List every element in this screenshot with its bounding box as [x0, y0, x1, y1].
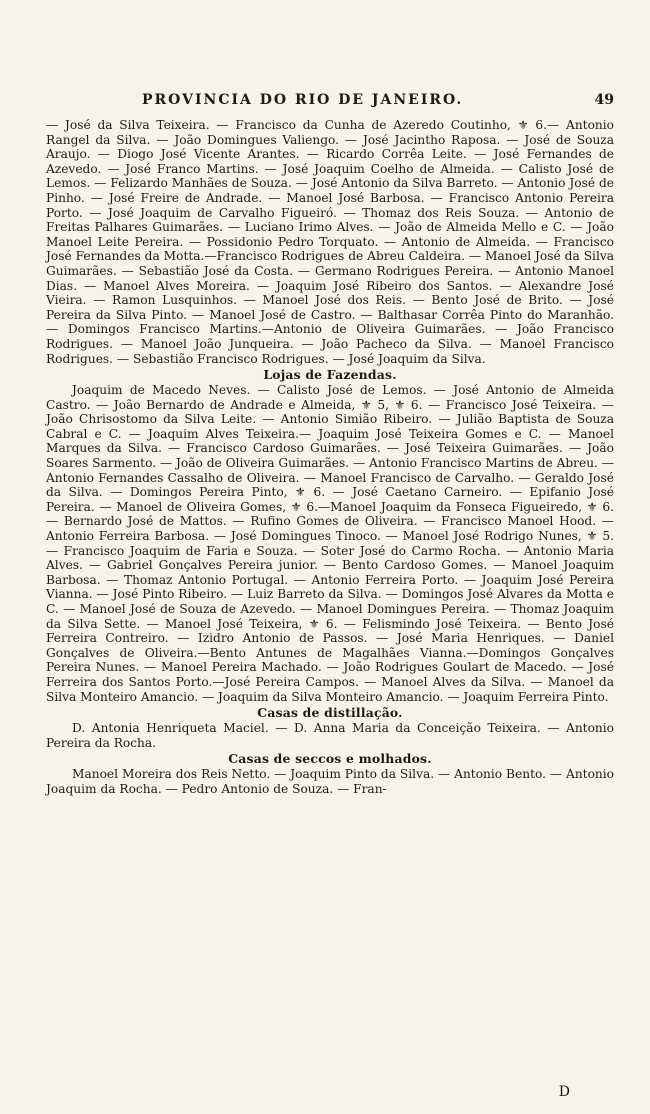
signature-mark: D — [558, 1084, 570, 1100]
paragraph-casas-distillacao: D. Antonia Henriqueta Maciel. — D. Anna Maria da Conceição Teixeira. — Antonio Pereira da Rocha. — [46, 721, 614, 750]
section-heading-casas-distillacao: Casas de distillação. — [257, 705, 403, 721]
page-header — [46, 92, 614, 112]
page-body — [46, 118, 614, 797]
section-heading-seccos-molhados: Casas de seccos e molhados. — [228, 751, 432, 767]
paragraph-lojas-fazendas: Joaquim de Macedo Neves. — Calisto José de Lemos. — José Antonio de Almeida Castro. — João Bernardo de Andrade e Almeida, ⚜ 5, ⚜ 6. — Francisco José Teixeira. — João Chrisostomo da Silva Leite. — Antonio Simião Ribeiro. — Julião Baptista de Souza Cabral e C. — Joaquim Alves Teixeira.— Joaquim José Teixeira Gomes e C. — Manoel Marques da Silva. — Francisco Cardoso Guimarães. — José Teixeira Guimarães. — João Soares Sarmento. — João de Oliveira Guimarães. — Antonio Francisco Martins de Abreu. — Antonio Fernandes Cassalho de Oliveira. — Manoel Francisco de Carvalho. — Geraldo José da Silva. — Domingos Pereira Pinto, ⚜ 6. — José Caetano Carneiro. — Epifanio José Pereira. — Manoel de Oliveira Gomes, ⚜ 6.—Manoel Joaquim da Fonseca Figueiredo, ⚜ 6. — Bernardo José de Mattos. — Rufino Gomes de Oliveira. — Francisco Manoel Hood. — Antonio Ferreira Barbosa. — José Domingues Tinoco. — Manoel José Rodrigo Nunes, ⚜ 5. — Francisco Joaquim de Faria e Souza. — Soter José do Carmo Rocha. — Antonio Maria Alves. — Gabriel Gonçalves Pereira junior. — Bento Cardoso Gomes. — Manoel Joaquim Barbosa. — Thomaz Antonio Portugal. — Antonio Ferreira Porto. — Joaquim José Pereira Vianna. — José Pinto Ribeiro. — Luiz Barreto da Silva. — Domingos José Alvares da Motta e C. — Manoel José de Souza de Azevedo. — Manoel Domingues Pereira. — Thomaz Joaquim da Silva Sette. — Manoel José Teixeira, ⚜ 6. — Felismindo José Teixeira. — Bento José Ferreira Contreiro. — Izidro Antonio de Passos. — José Maria Henriques. — Daniel Gonçalves de Oliveira.—Bento Antunes de Magalhães Vianna.—Domingos Gonçalves Pereira Nunes. — Manoel Pereira Machado. — João Rodrigues Goulart de Macedo. — José Ferreira dos Santos Porto.—José Pereira Campos. — Manoel Alves da Silva. — Manoel da Silva Monteiro Amancio. — Joaquim da Silva Monteiro Amancio. — Joaquim Ferreira Pinto. — [46, 383, 614, 704]
section-heading-lojas-fazendas: Lojas de Fazendas. — [263, 367, 397, 383]
page-number: 49 — [594, 92, 614, 108]
page-title: PROVINCIA DO RIO DE JANEIRO. — [142, 92, 464, 108]
paragraph-names-continued: — José da Silva Teixeira. — Francisco da Cunha de Azeredo Coutinho, ⚜ 6.— Antonio Rangel da Silva. — João Domingues Valiengo. — José Jacintho Raposa. — José de Souza Araujo. — Diogo José Vicente Arantes. — Ricardo Corrêa Leite. — José Fernandes de Azevedo. — José Franco Martins. — José Joaquim Coelho de Almeida. — Calisto José de Lemos. — Felizardo Manhães de Souza. — José Antonio da Silva Barreto. — Antonio José de Pinho. — José Freire de Andrade. — Manoel José Barbosa. — Francisco Antonio Pereira Porto. — José Joaquim de Carvalho Figueiró. — Thomaz dos Reis Souza. — Antonio de Freitas Palhares Guimarães. — Luciano Irimo Alves. — João de Almeida Mello e C. — João Manoel Leite Pereira. — Possidonio Pedro Torquato. — Antonio de Almeida. — Francisco José Fernandes da Motta.—Francisco Rodrigues de Abreu Caldeira. — Manoel José da Silva Guimarães. — Sebastião José da Costa. — Germano Rodrigues Pereira. — Antonio Manoel Dias. — Manoel Alves Moreira. — Joaquim José Ribeiro dos Santos. — Alexandre José Vieira. — Ramon Lusquinhos. — Manoel José dos Reis. — Bento José de Brito. — José Pereira da Silva Pinto. — Manoel José de Castro. — Balthasar Corrêa Pinto do Maranhão. — Domingos Francisco Martins.—Antonio de Oliveira Guimarães. — João Francisco Rodrigues. — Manoel João Junqueira. — João Pacheco da Silva. — Manoel Francisco Rodrigues. — Sebastião Francisco Rodrigues. — José Joaquim da Silva. — [46, 118, 614, 366]
paragraph-seccos-molhados: Manoel Moreira dos Reis Netto. — Joaquim Pinto da Silva. — Antonio Bento. — Antonio Joaquim da Rocha. — Pedro Antonio de Souza. — Fran- — [46, 767, 614, 796]
